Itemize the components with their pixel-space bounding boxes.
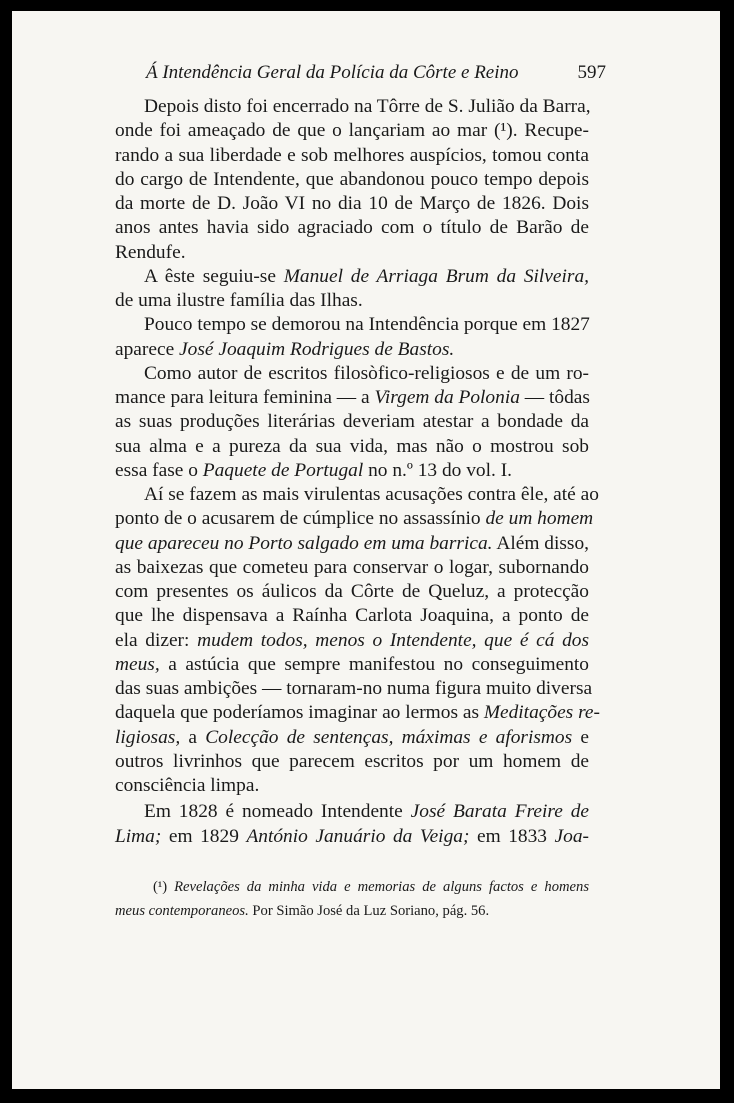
text-line: outros livrinhos que parecem escritos por um homem de <box>115 750 589 772</box>
text-line: aparece José Joaquim Rodrigues de Bastos. <box>115 338 455 360</box>
footnote-line: meus contemporaneos. Por Simão José da Luz Soriano, pág. 56. <box>115 903 490 920</box>
text-line: daquela que poderíamos imaginar ao lermos as Meditações re- <box>115 702 600 724</box>
text-line: Em 1828 é nomeado Intendente José Barata Freire de <box>144 801 590 823</box>
text-line: Aí se fazem as mais virulentas acusações contra êle, até ao <box>144 484 599 505</box>
footnote <box>115 877 589 926</box>
text-line: Como autor de escritos filosòfico-religiosos e de um ro- <box>144 362 589 384</box>
text-line: A êste seguiu-se Manuel de Arriaga Brum da Silveira, <box>144 265 589 287</box>
text-line: meus, a astúcia que sempre manifestou no conseguimento <box>115 653 589 675</box>
text-line: que lhe dispensava a Raínha Carlota Joaquina, a ponto de <box>115 605 589 627</box>
text-line: rando a sua liberdade e sob melhores auspícios, tomou conta <box>115 144 589 166</box>
text-line: essa fase o Paquete de Portugal no n.º 13 do vol. I. <box>115 459 512 481</box>
text-line: ponto de o acusarem de cúmplice no assassínio de um homem <box>115 508 594 530</box>
text-line: anos antes havia sido agraciado com o título de Barão de <box>115 217 589 239</box>
text-line: sua alma e a pureza da sua vida, mas não o mostrou sob <box>115 435 589 457</box>
page-number: 597 <box>577 62 606 83</box>
text-line: as baixezas que cometeu para conservar o logar, subornando <box>115 556 589 578</box>
text-line: Depois disto foi encerrado na Tôrre de S. Julião da Barra, <box>144 96 591 117</box>
text-line: onde foi ameaçado de que o lançariam ao mar (¹). Recupe- <box>115 120 589 142</box>
text-line: da morte de D. João VI no dia 10 de Março de 1826. Dois <box>115 193 589 214</box>
running-title: Á Intendência Geral da Polícia da Côrte e Reino <box>146 62 519 83</box>
text-line: Rendufe. <box>115 241 186 263</box>
text-line: mance para leitura feminina — a Virgem da Polonia — tôdas <box>115 387 590 408</box>
text-line: do cargo de Intendente, que abandonou pouco tempo depois <box>115 168 589 190</box>
text-line: ligiosas, a Colecção de sentenças, máximas e aforismos e <box>115 726 589 748</box>
page-header <box>146 62 606 84</box>
text-line: Lima; em 1829 António Januário da Veiga; em 1833 Joa- <box>115 825 589 847</box>
main-text <box>115 95 600 849</box>
text-line: que apareceu no Porto salgado em uma barrica. Além disso, <box>115 532 589 554</box>
text-line: Pouco tempo se demorou na Intendência porque em 1827 <box>144 314 590 336</box>
text-line: consciência limpa. <box>115 775 260 796</box>
footnote-line: (¹) Revelações da minha vida e memorias de alguns factos e homens <box>153 879 589 895</box>
text-line: com presentes os áulicos da Côrte de Queluz, a protecção <box>115 581 589 602</box>
text-line: as suas produções literárias deveriam atestar a bondade da <box>115 411 589 433</box>
text-line: ela dizer: mudem todos, menos o Intendente, que é cá dos <box>115 629 590 651</box>
text-line: de uma ilustre família das Ilhas. <box>115 290 363 311</box>
book-page <box>12 11 720 1089</box>
text-line: das suas ambições — tornaram-no numa figura muito diversa <box>115 678 593 699</box>
